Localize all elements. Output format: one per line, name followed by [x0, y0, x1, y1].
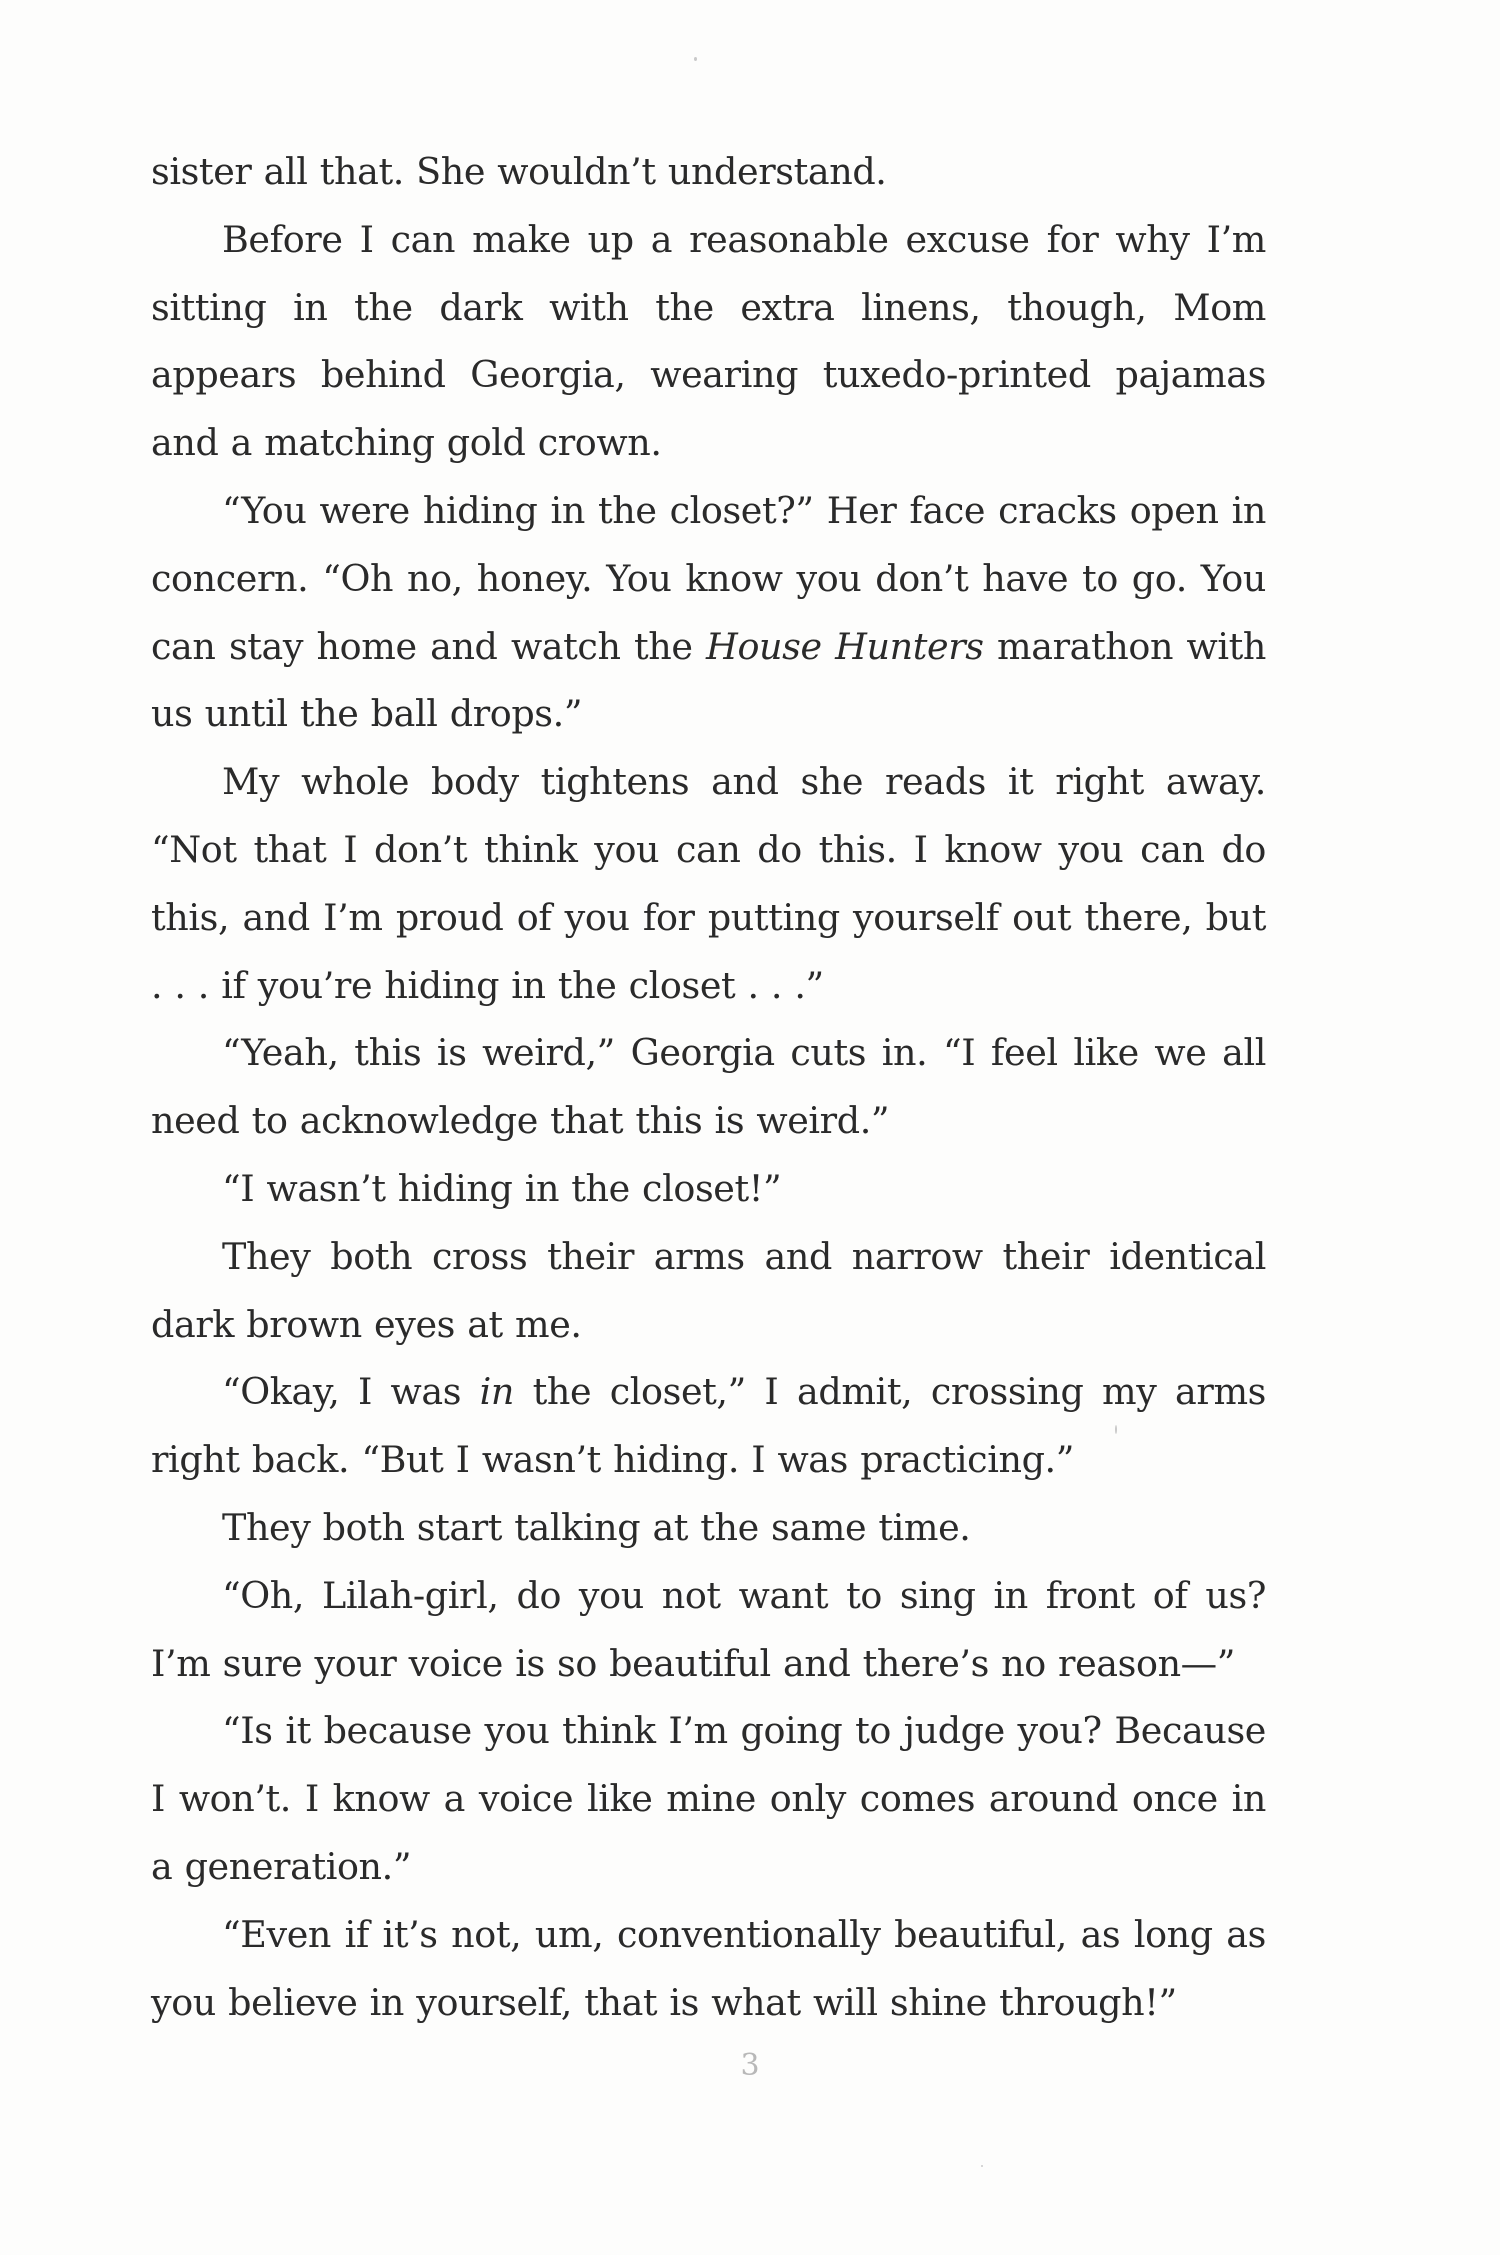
paragraph	[151, 1223, 1266, 1359]
paragraph	[151, 1562, 1266, 1698]
italic-text: in	[479, 1370, 515, 1414]
text-run: They both cross their arms and narrow their identical dark brown eyes at me.	[151, 1234, 1266, 1346]
text-run: “Is it because you think I’m going to judge you? Because I won’t. I know a voice like mine only comes around once in a generation.”	[151, 1709, 1266, 1888]
text-run: They both start talking at the same time.	[222, 1505, 971, 1549]
paragraph	[151, 138, 1266, 206]
text-run: “I wasn’t hiding in the closet!”	[222, 1166, 782, 1210]
italic-text: House Hunters	[706, 624, 984, 668]
text-run: Before I can make up a reasonable excuse for why I’m sitting in the dark with the extra linens, though, Mom appears behind Georgia, wearing tuxedo-printed pajamas and a matching gold crown.	[151, 217, 1266, 465]
text-run: “Okay, I was	[222, 1370, 480, 1414]
paragraph	[151, 748, 1266, 1019]
body-text	[151, 138, 1266, 2036]
text-run: “You were hiding in the closet?” Her face cracks open in concern. “Oh no, honey. You know you don’t have to go. You can stay home and watch the	[151, 488, 1266, 668]
scan-speck	[694, 57, 697, 61]
paragraph	[151, 206, 1266, 477]
text-run: “Even if it’s not, um, conventionally beautiful, as long as you believe in yourself, that is what will shine through!”	[151, 1912, 1266, 2024]
text-run: sister all that. She wouldn’t understand.	[151, 150, 887, 193]
text-run: the closet,” I admit, crossing my arms right back. “But I wasn’t hiding. I was practicing.”	[151, 1370, 1266, 1482]
paragraph	[151, 1697, 1266, 1900]
text-run: My whole body tightens and she reads it right away. “Not that I don’t think you can do this. I know you can do this, and I’m proud of you for putting yourself out there, but . . . if you’re hiding in the closet . . .”	[151, 760, 1266, 1007]
text-run: “Oh, Lilah-girl, do you not want to sing in front of us? I’m sure your voice is so beautiful and there’s no reason—”	[151, 1573, 1266, 1685]
scan-speck	[981, 2165, 983, 2167]
paragraph	[151, 1019, 1266, 1155]
scan-speck	[1115, 1425, 1117, 1434]
paragraph	[151, 1901, 1266, 2037]
paragraph	[151, 1494, 1266, 1562]
text-run: marathon with us until the ball drops.”	[151, 624, 1266, 736]
paragraph	[151, 1155, 1266, 1223]
paragraph	[151, 1358, 1266, 1494]
text-run: “Yeah, this is weird,” Georgia cuts in. “I feel like we all need to acknowledge that this is weird.”	[151, 1031, 1266, 1143]
page-number: 3	[740, 2048, 760, 2083]
paragraph	[151, 477, 1266, 748]
